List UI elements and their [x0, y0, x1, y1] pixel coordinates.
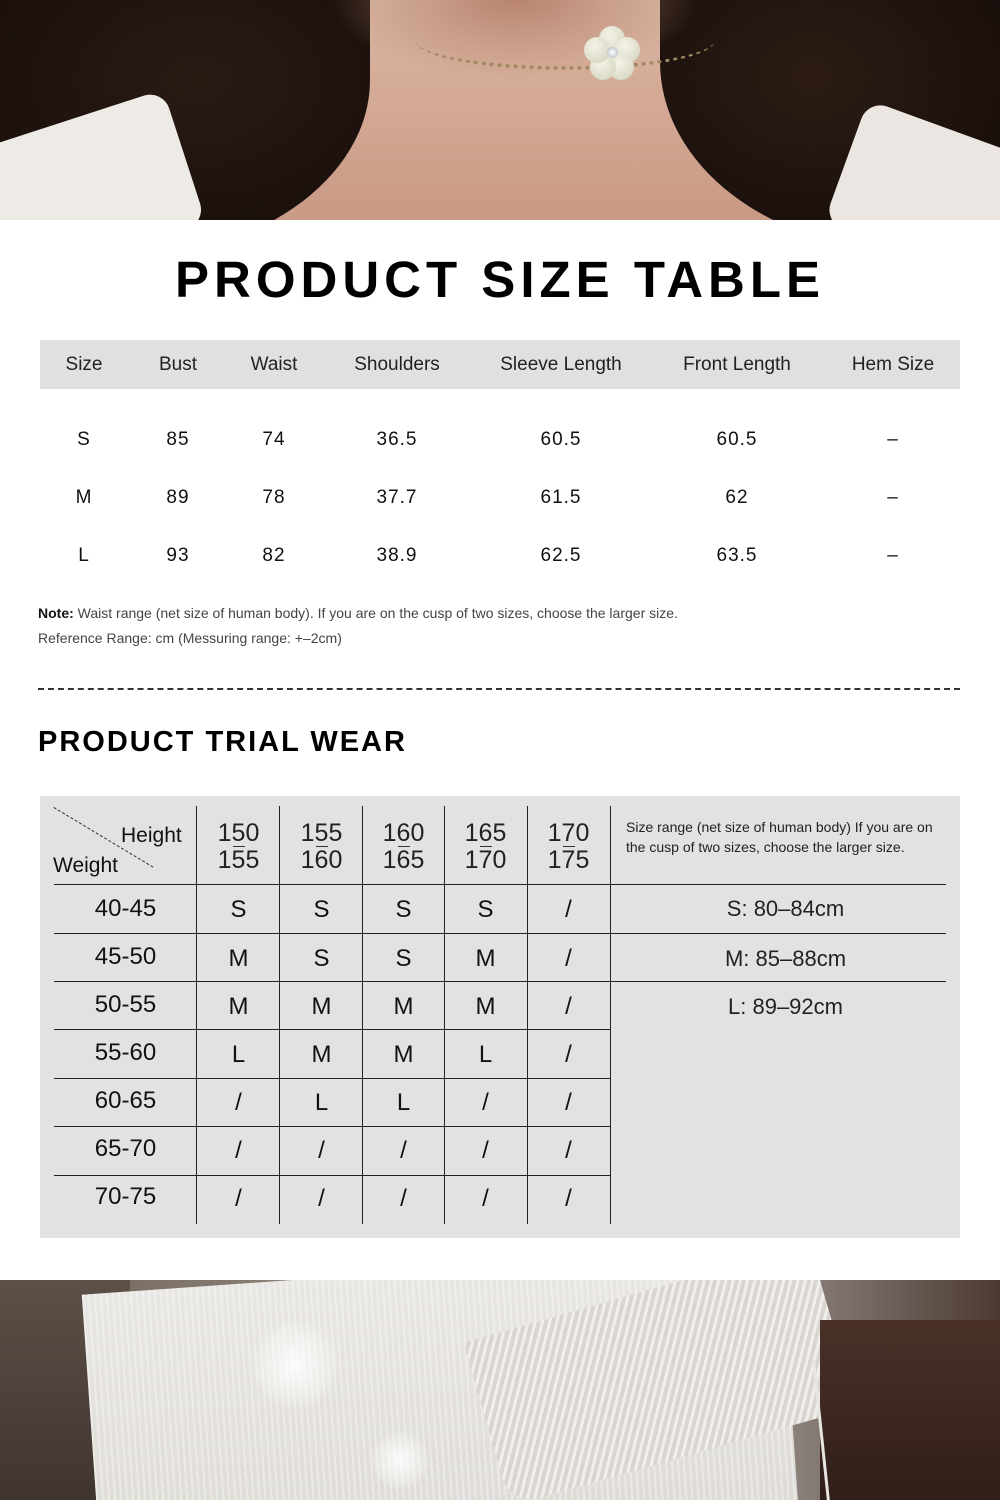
cell-size: S	[77, 429, 91, 450]
size-note	[38, 605, 678, 621]
grid-line	[54, 884, 946, 885]
height-to: 165	[382, 846, 425, 874]
size-cell: /	[482, 1137, 489, 1164]
weight-range: 40-45	[94, 895, 157, 922]
size-table-header	[40, 340, 960, 389]
header-front-length: Front Length	[683, 353, 791, 375]
weight-range: 45-50	[94, 943, 157, 970]
cell-waist: 78	[262, 487, 286, 508]
size-range-m: M: 85–88cm	[724, 946, 847, 971]
cell-shoulders: 38.9	[376, 545, 418, 566]
cell-sleeve-length: 61.5	[540, 487, 582, 508]
cell-front-length: 62	[725, 487, 749, 508]
cell-hem-size: –	[887, 487, 899, 508]
size-cell: /	[565, 896, 572, 923]
header-bust: Bust	[158, 353, 198, 375]
cell-bust: 93	[166, 545, 190, 566]
header-shoulders: Shoulders	[354, 353, 440, 375]
weight-range: 60-65	[94, 1087, 157, 1114]
height-from: 165	[464, 819, 507, 847]
size-cell: /	[400, 1185, 407, 1212]
size-cell: S	[230, 896, 247, 923]
size-cell: /	[565, 993, 572, 1020]
dashed-divider	[38, 688, 960, 690]
height-column	[280, 814, 363, 879]
flower-pattern-icon	[250, 1320, 340, 1410]
cell-bust: 85	[166, 429, 190, 450]
height-from: 170	[547, 819, 590, 847]
header-sleeve-length: Sleeve Length	[500, 353, 622, 375]
weight-label: Weight	[53, 854, 118, 877]
trial-wear-title: PRODUCT TRIAL WEAR	[38, 726, 407, 758]
note-label: Note:	[38, 605, 74, 621]
weight-range: 65-70	[94, 1135, 157, 1162]
cell-waist: 82	[262, 545, 286, 566]
height-column	[197, 814, 280, 879]
size-cell: /	[565, 1041, 572, 1068]
size-cell: S	[313, 896, 330, 923]
weight-range: 50-55	[94, 991, 157, 1018]
flower-pendant-icon	[584, 26, 640, 82]
height-from: 150	[217, 819, 260, 847]
height-column	[527, 814, 610, 879]
height-to: 175	[547, 846, 590, 874]
height-label: Height	[121, 824, 182, 847]
size-cell: M	[228, 993, 249, 1020]
height-to: 160	[300, 846, 343, 874]
height-column	[444, 814, 527, 879]
size-cell: S	[395, 945, 412, 972]
necklace-chain	[415, 10, 715, 70]
cell-hem-size: –	[887, 429, 899, 450]
size-cell: /	[565, 1185, 572, 1212]
size-cell: /	[235, 1089, 242, 1116]
size-cell: /	[235, 1185, 242, 1212]
reference-range: Reference Range: cm (Messuring range: +–2cm)	[38, 630, 342, 646]
header-waist: Waist	[250, 353, 298, 375]
size-cell: /	[565, 1089, 572, 1116]
size-cell: L	[314, 1089, 329, 1116]
table-row	[40, 541, 960, 571]
size-cell: L	[478, 1041, 493, 1068]
cell-shoulders: 36.5	[376, 429, 418, 450]
grid-line	[54, 981, 946, 982]
size-cell: M	[393, 1041, 414, 1068]
size-cell: L	[396, 1089, 411, 1116]
cell-front-length: 63.5	[716, 545, 758, 566]
weight-range: 70-75	[94, 1183, 157, 1210]
size-cell: M	[311, 993, 332, 1020]
cell-front-length: 60.5	[716, 429, 758, 450]
size-cell: /	[482, 1185, 489, 1212]
cell-sleeve-length: 60.5	[540, 429, 582, 450]
header-size: Size	[65, 353, 103, 375]
size-cell: S	[395, 896, 412, 923]
size-cell: M	[475, 993, 496, 1020]
size-cell: S	[477, 896, 494, 923]
top-product-photo	[0, 0, 1000, 220]
cell-size: L	[78, 545, 90, 566]
cell-size: M	[75, 487, 93, 508]
size-cell: /	[482, 1089, 489, 1116]
grid-line	[54, 933, 946, 934]
table-row	[40, 483, 960, 513]
size-cell: L	[231, 1041, 246, 1068]
weight-range: 55-60	[94, 1039, 157, 1066]
note-text: Waist range (net size of human body). If you are on the cusp of two sizes, choose the larger size.	[73, 605, 678, 621]
bottom-product-photo	[0, 1280, 1000, 1500]
height-from: 160	[382, 819, 425, 847]
height-to: 170	[464, 846, 507, 874]
height-from: 155	[300, 819, 343, 847]
height-column	[362, 814, 445, 879]
height-to: 155	[217, 846, 260, 874]
flower-pattern-icon	[370, 1430, 430, 1490]
cell-hem-size: –	[887, 545, 899, 566]
size-cell: /	[318, 1185, 325, 1212]
size-cell: /	[400, 1137, 407, 1164]
size-cell: /	[565, 1137, 572, 1164]
size-cell: M	[475, 945, 496, 972]
size-cell: S	[313, 945, 330, 972]
table-row	[40, 425, 960, 455]
cell-waist: 74	[262, 429, 286, 450]
size-cell: /	[565, 945, 572, 972]
size-cell: /	[318, 1137, 325, 1164]
size-cell: M	[393, 993, 414, 1020]
size-table-title: PRODUCT SIZE TABLE	[174, 251, 826, 308]
cell-shoulders: 37.7	[376, 487, 418, 508]
size-cell: M	[311, 1041, 332, 1068]
size-cell: /	[235, 1137, 242, 1164]
background-right	[820, 1320, 1000, 1500]
cell-bust: 89	[166, 487, 190, 508]
size-range-s: S: 80–84cm	[726, 896, 845, 921]
header-hem-size: Hem Size	[851, 353, 935, 375]
cell-sleeve-length: 62.5	[540, 545, 582, 566]
size-range-note: Size range (net size of human body) If you are on the cusp of two sizes, choose the larger size.	[626, 819, 933, 855]
size-cell: M	[228, 945, 249, 972]
size-range-l: L: 89–92cm	[728, 994, 843, 1019]
